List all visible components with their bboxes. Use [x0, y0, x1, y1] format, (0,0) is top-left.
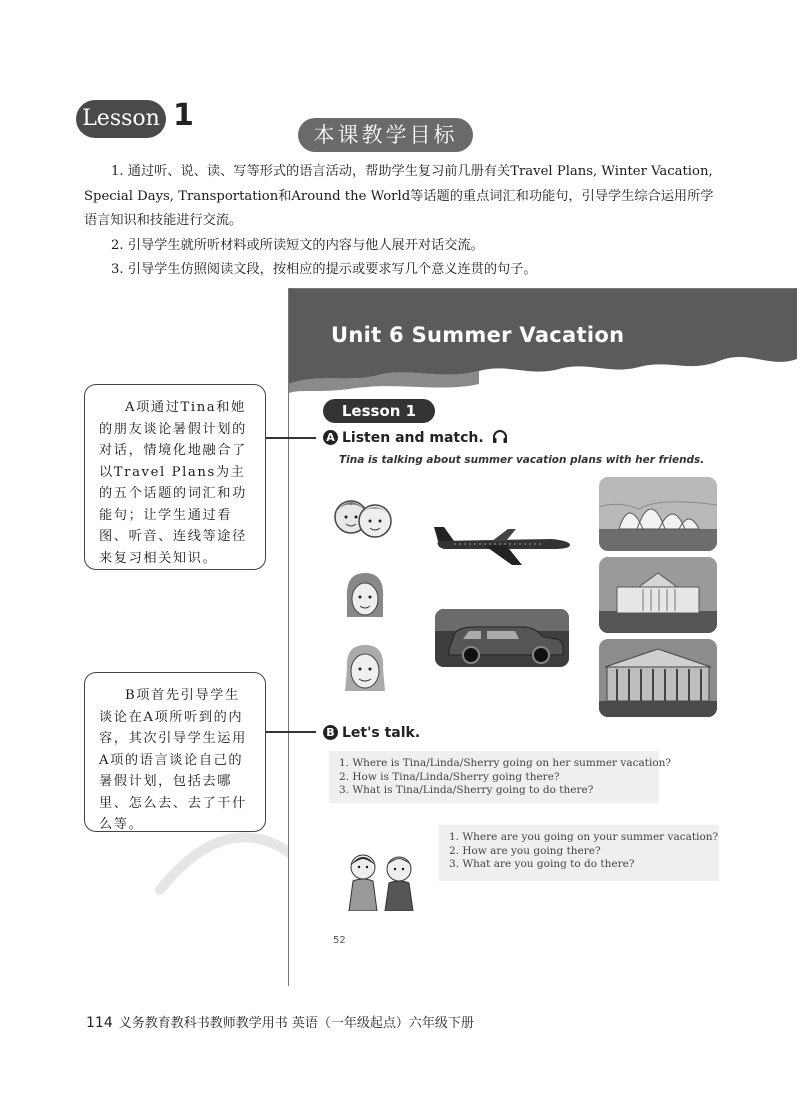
connector-line-a — [266, 437, 316, 439]
lesson-badge: Lesson — [76, 100, 166, 138]
note-b — [84, 672, 266, 832]
museum-icon — [599, 639, 717, 717]
car-icon — [435, 609, 569, 667]
textbook-lesson-badge: Lesson 1 — [323, 399, 435, 423]
girl-face-icon — [341, 641, 389, 697]
section-a-title: Listen and match. — [342, 430, 484, 446]
connector-line-b — [266, 731, 316, 733]
goal-title: 本课教学目标 — [298, 118, 473, 152]
girl-face-icon — [343, 569, 387, 623]
section-b-heading — [323, 725, 420, 741]
footer-book-title: 义务教育教科书教师教学用书 英语（一年级起点）六年级下册 — [118, 1016, 474, 1031]
question-line: 3. What is Tina/Linda/Sherry going to do there? — [339, 784, 594, 796]
note-a-text: A项通过Tina和她的朋友谈论暑假计划的对话，情境化地融合了以Travel Plans为主的五个话题的词汇和功能句；让学生通过看图、听音、连线等途径来复习相关知识。 — [99, 400, 247, 566]
section-a-letter: A — [323, 430, 338, 445]
question-line: 1. Where is Tina/Linda/Sherry going on her summer vacation? — [339, 757, 672, 769]
textbook-page-number: 52 — [333, 935, 346, 946]
headphones-icon — [492, 430, 508, 444]
lesson-number: 1 — [173, 98, 194, 133]
question-box-2 — [439, 825, 719, 881]
page-footer — [86, 1012, 474, 1031]
section-a-instruction: Tina is talking about summer vacation plans with her friends. — [339, 454, 705, 466]
car-photo — [435, 609, 569, 667]
opera-house-icon — [599, 477, 717, 551]
section-a-heading — [323, 430, 508, 446]
footer-page-number: 114 — [86, 1015, 113, 1031]
teaching-goals — [84, 160, 724, 283]
girls-pair-icon — [329, 487, 397, 547]
question-box-1 — [329, 751, 672, 803]
white-house-icon — [599, 557, 717, 633]
section-b-letter: B — [323, 725, 338, 740]
note-a — [84, 384, 266, 570]
goal-item-1: 1. 通过听、说、读、写等形式的语言活动，帮助学生复习前几册有关Travel Plans, Winter Vacation, Special Days, Transportation和Around the World等话题的重点词汇和功能句，引导学生综合运用所学语言知识和技能进行交流。 — [84, 164, 714, 228]
museum-photo — [599, 639, 717, 717]
airplane-icon — [434, 517, 574, 571]
question-line: 3. What are you going to do there? — [449, 858, 635, 870]
white-house-photo — [599, 557, 717, 633]
goal-item-2: 2. 引导学生就所听材料或所读短文的内容与他人展开对话交流。 — [111, 237, 484, 253]
note-b-text: B项首先引导学生谈论在A项所听到的内容，其次引导学生运用A项的语言谈论自己的暑假计划，包括去哪里、怎么去、去了干什么等。 — [99, 688, 247, 832]
question-line: 1. Where are you going on your summer vacation? — [449, 831, 719, 843]
goal-item-3: 3. 引导学生仿照阅读文段，按相应的提示或要求写几个意义连贯的句子。 — [111, 262, 537, 277]
opera-house-photo — [599, 477, 717, 551]
question-line: 2. How are you going there? — [449, 844, 601, 857]
children-icon — [333, 849, 433, 911]
unit-title: Unit 6 Summer Vacation — [331, 323, 625, 347]
textbook-page — [288, 288, 797, 986]
question-line: 2. How is Tina/Linda/Sherry going there? — [339, 770, 560, 783]
section-b-title: Let's talk. — [342, 725, 421, 741]
